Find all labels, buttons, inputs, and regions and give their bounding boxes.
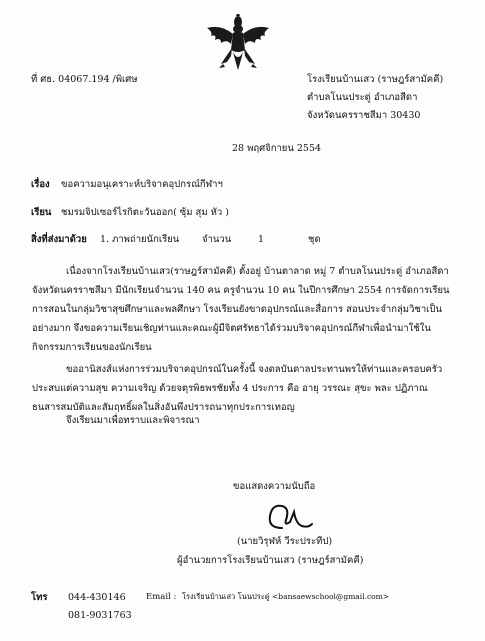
address-line-2: จังหวัดนครราชสีมา 30430 (307, 110, 421, 121)
body-line: ธนสารสมบัติและสัมฤทธิ์ผลในสิ่งอันพึงปรารถนาทุกประการเทอญ (32, 402, 295, 413)
enclosure-label: สิ่งที่ส่งมาด้วย (31, 234, 87, 245)
address-line-1: ตำบลโนนประดู่ อำเภอสีดา (307, 92, 418, 103)
subject-label: เรื่อง (31, 179, 50, 190)
document-number: ที่ ศธ. 04067.194 /พิเศษ (31, 74, 138, 85)
letter-date: 28 พฤศจิกายน 2554 (232, 143, 322, 154)
signatory-name: (นายวิรุฬห์ วีระประทีป) (237, 536, 333, 547)
body-line: ประสบแต่ความสุข ความเจริญ ด้วยจตุรพิธพรชัยทั้ง 4 ประการ คือ อายุ วรรณะ สุขะ พละ ปฏิภาณ (32, 383, 428, 394)
garuda-emblem-icon (203, 14, 273, 72)
body-line: จังหวัดนครราชสีมา มีนักเรียนจำนวน 140 คน ครูจำนวน 10 คน ในปีการศึกษา 2554 การจัดการเรียน (32, 285, 450, 296)
subject-text: ขอความอนุเคราะห์บริจาคอุปกรณ์กีฬาฯ (61, 179, 223, 190)
body-line: อย่างมาก จึงขอความเรียนเชิญท่านและคณะผู้มีจิตศรัทธาได้ร่วมบริจาคอุปกรณ์กีฬาเพื่อนำมาใช้ใน (32, 323, 431, 334)
body-paragraph-2 (32, 360, 456, 417)
handwritten-signature-icon (262, 498, 314, 534)
body-line: กิจกรรมการเรียนของนักเรียน (32, 342, 152, 353)
closing-request: จึงเรียนมาเพื่อทราบและพิจารณา (66, 415, 200, 426)
signatory-position: ผู้อำนวยการโรงเรียนบ้านเสว (ราษฎร์สามัคคี) (177, 555, 364, 566)
body-line: ขออานิสงส์แห่งการร่วมบริจาคอุปกรณ์ในครั้งนี้ จงดลบันดาลประทานพรให้ท่านและครอบครัว (66, 364, 443, 375)
email-address: โรงเรียนบ้านเสว โนนประดู่ <bansaewschool@gmail.com> (182, 592, 390, 601)
enclosure-item: 1. ภาพถ่ายนักเรียน (100, 234, 180, 245)
recipient-text: ชมรมจิปเซอร์ไรกิตะวันออก( ซุ้ม สุม หัว ) (61, 207, 229, 218)
recipient-label: เรียน (31, 207, 52, 218)
enclosure-qty-label: จำนวน (202, 234, 232, 245)
phone-number-2: 081-9031763 (68, 610, 132, 621)
closing-salutation: ขอแสดงความนับถือ (233, 481, 316, 492)
body-line: การสอนในกลุ่มวิชาสุขศึกษาและพลศึกษา โรงเรียนยังขาดอุปกรณ์และสื่อการ สอนประจำกลุ่มวิชาเป็น (32, 304, 442, 315)
school-name: โรงเรียนบ้านเสว (ราษฎร์สามัคคี) (307, 74, 444, 85)
body-line: เนื่องจากโรงเรียนบ้านเสว(ราษฎร์สามัคคี) ตั้งอยู่ บ้านตาลาด หมู่ 7 ตำบลโนนประดู่ อำเภอสีดา (66, 266, 449, 277)
email-label: Email : (146, 592, 177, 602)
enclosure-unit: ชุด (308, 234, 321, 245)
body-paragraph-1 (32, 262, 456, 357)
phone-label: โทร (31, 592, 48, 603)
enclosure-qty: 1 (258, 234, 265, 245)
phone-number-1: 044-430146 (68, 592, 126, 603)
